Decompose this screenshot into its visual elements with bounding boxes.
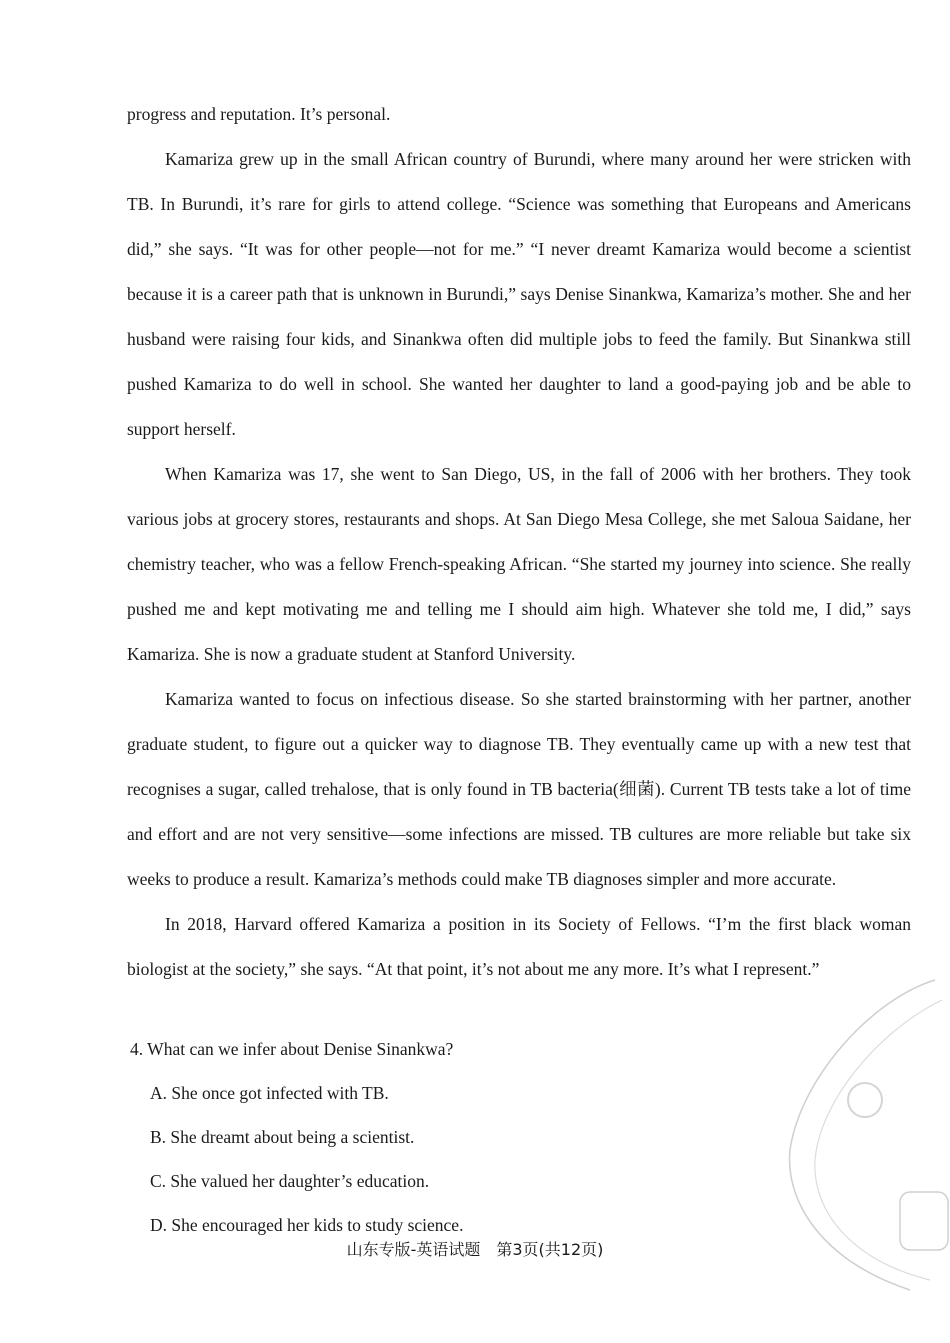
option-b[interactable]: B. She dreamt about being a scientist. (150, 1127, 415, 1147)
option-c[interactable]: C. She valued her daughter’s education. (150, 1171, 430, 1191)
passage-paragraph-1: progress and reputation. It’s personal. (127, 104, 391, 124)
page-footer: 山东专版-英语试题 第3页(共12页) (346, 1240, 604, 1259)
question-4 (130, 1027, 750, 1247)
passage-paragraph-5: In 2018, Harvard offered Kamariza a position in its Society of Fellows. “I’m the first black woman biologist at the society,” she says. “At that point, it’s not about me any more. It’s what I represent.” (127, 914, 911, 979)
reading-passage (127, 92, 911, 992)
passage-paragraph-4: Kamariza wanted to focus on infectious disease. So she started brainstorming with her partner, another graduate student, to figure out a quicker way to diagnose TB. They eventually came up with a new test that recognises a sugar, called trehalose, that is only found in TB bacteria(细菌). Current TB tests take a lot of time and effort and are not very sensitive—some infections are missed. TB cultures are more reliable but take six weeks to produce a result. Kamariza’s methods could make TB diagnoses simpler and more accurate. (127, 689, 911, 889)
option-a[interactable]: A. She once got infected with TB. (150, 1083, 389, 1103)
passage-paragraph-2: Kamariza grew up in the small African country of Burundi, where many around her were stricken with TB. In Burundi, it’s rare for girls to attend college. “Science was something that Europeans and Americans did,” she says. “It was for other people—not for me.” “I never dreamt Kamariza would become a scientist because it is a career path that is unknown in Burundi,” says Denise Sinankwa, Kamariza’s mother. She and her husband were raising four kids, and Sinankwa often did multiple jobs to feed the family. But Sinankwa still pushed Kamariza to do well in school. She wanted her daughter to land a good-paying job and be able to support herself. (127, 149, 911, 439)
passage-paragraph-3: When Kamariza was 17, she went to San Diego, US, in the fall of 2006 with her brothers. They took various jobs at grocery stores, restaurants and shops. At San Diego Mesa College, she met Saloua Saidane, her chemistry teacher, who was a fellow French-speaking African. “She started my journey into science. She really pushed me and kept motivating me and telling me I should aim high. Whatever she told me, I did,” says Kamariza. She is now a graduate student at Stanford University. (127, 464, 911, 664)
option-d[interactable]: D. She encouraged her kids to study science. (150, 1215, 464, 1235)
question-stem: 4. What can we infer about Denise Sinankwa? (130, 1039, 454, 1059)
